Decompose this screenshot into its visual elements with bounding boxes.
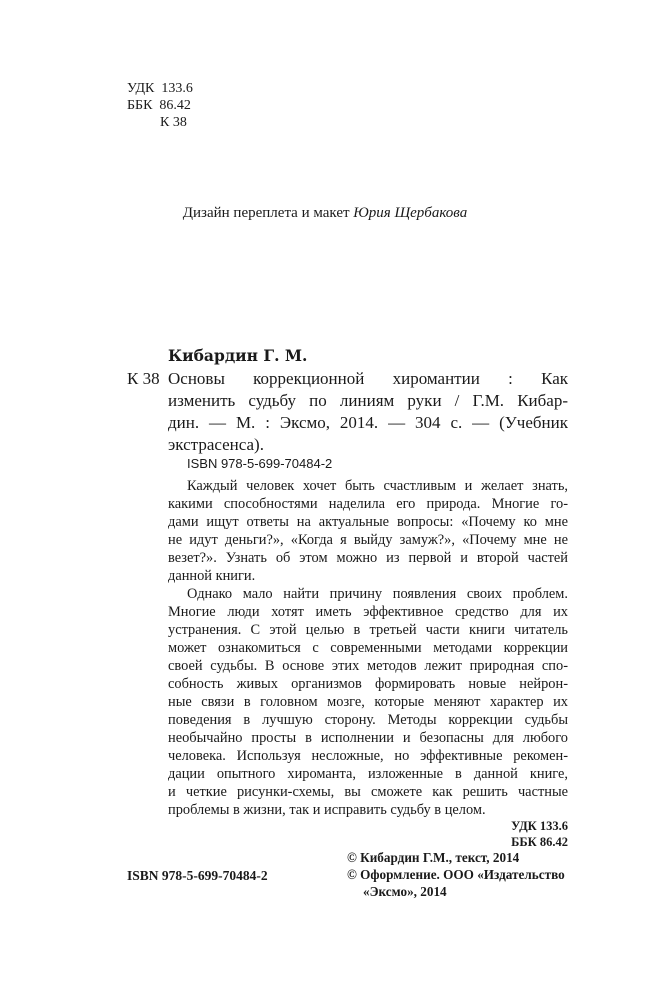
annotation-line: проблемы в жизни, так и исправить судьбу в целом.	[168, 802, 486, 818]
annotation-line: Многие люди хотят иметь эффективное средство для их	[168, 604, 568, 620]
udk-code: УДК 133.6	[127, 81, 193, 96]
catalog-isbn: ISBN 978-5-699-70484-2	[187, 456, 333, 471]
catalog-description-line: экстрасенса).	[168, 435, 264, 454]
bbk-code: ББК 86.42	[127, 98, 191, 113]
designer-name: Юрия Щербакова	[353, 205, 468, 221]
annotation-line: необычайно просты в исполнении и безопасны для любого	[168, 730, 568, 746]
design-credit-prefix: Дизайн переплета и макет	[182, 205, 354, 221]
annotation-line: устранения. С этой целью в третьей части книги читатель	[168, 622, 568, 638]
bottom-bbk-code: ББК 86.42	[511, 835, 568, 849]
author-mark: К 38	[160, 115, 187, 130]
annotation-line: поведения в лучшую сторону. Методы коррекции судьбы	[168, 712, 568, 728]
catalog-author: Кибардин Г. М.	[168, 346, 308, 365]
annotation-line: и четкие рисунки-схемы, вы сможете как решить частные	[168, 784, 568, 800]
catalog-description-line: изменить судьбу по линиям руки / Г.М. Кибар-	[168, 391, 568, 410]
catalog-description-line: дин. — М. : Эксмо, 2014. — 304 с. — (Учебник	[168, 413, 568, 432]
annotation-line: дации опытного хироманта, изложенные в данной книге,	[168, 766, 568, 782]
design-credit	[0, 205, 650, 222]
annotation-line: своей судьбы. В основе этих методов лежит природная спо-	[168, 658, 568, 674]
bottom-udk-code: УДК 133.6	[511, 819, 568, 833]
annotation-line: дами ищут ответы на актуальные вопросы: «Почему ко мне	[168, 514, 568, 530]
annotation-line: какими способностями наделила его природа. Многие го-	[168, 496, 568, 512]
copyright-design: © Оформление. ООО «Издательство	[347, 867, 565, 882]
catalog-description-line: Основы коррекционной хиромантии : Как	[168, 369, 568, 388]
annotation-line: везет?». Узнать об этом можно из первой и второй частей	[168, 550, 568, 566]
copyright-text: © Кибардин Г.М., текст, 2014	[347, 850, 520, 865]
annotation-line: Каждый человек хочет быть счастливым и желает знать,	[187, 478, 568, 494]
annotation-line: человека. Используя несложные, но эффективные рекомен-	[168, 748, 568, 764]
classification-codes	[127, 80, 193, 131]
annotation-line: собность живых организмов формировать новые нейрон-	[168, 676, 568, 692]
copyright-publisher: «Эксмо», 2014	[363, 884, 447, 899]
annotation-line: может ознакомиться с современными методами коррекции	[168, 640, 568, 656]
annotation-line: не идут деньги?», «Когда я выйду замуж?», «Почему мне не	[168, 532, 568, 548]
annotation-line: Однако мало найти причину появления своих проблем.	[187, 586, 568, 602]
catalog-code: К 38	[127, 369, 160, 388]
annotation-line: данной книги.	[168, 568, 256, 584]
annotation-line: ные связи в головном мозге, которые меняют характер их	[168, 694, 568, 710]
isbn-bottom: ISBN 978-5-699-70484-2	[127, 868, 268, 883]
